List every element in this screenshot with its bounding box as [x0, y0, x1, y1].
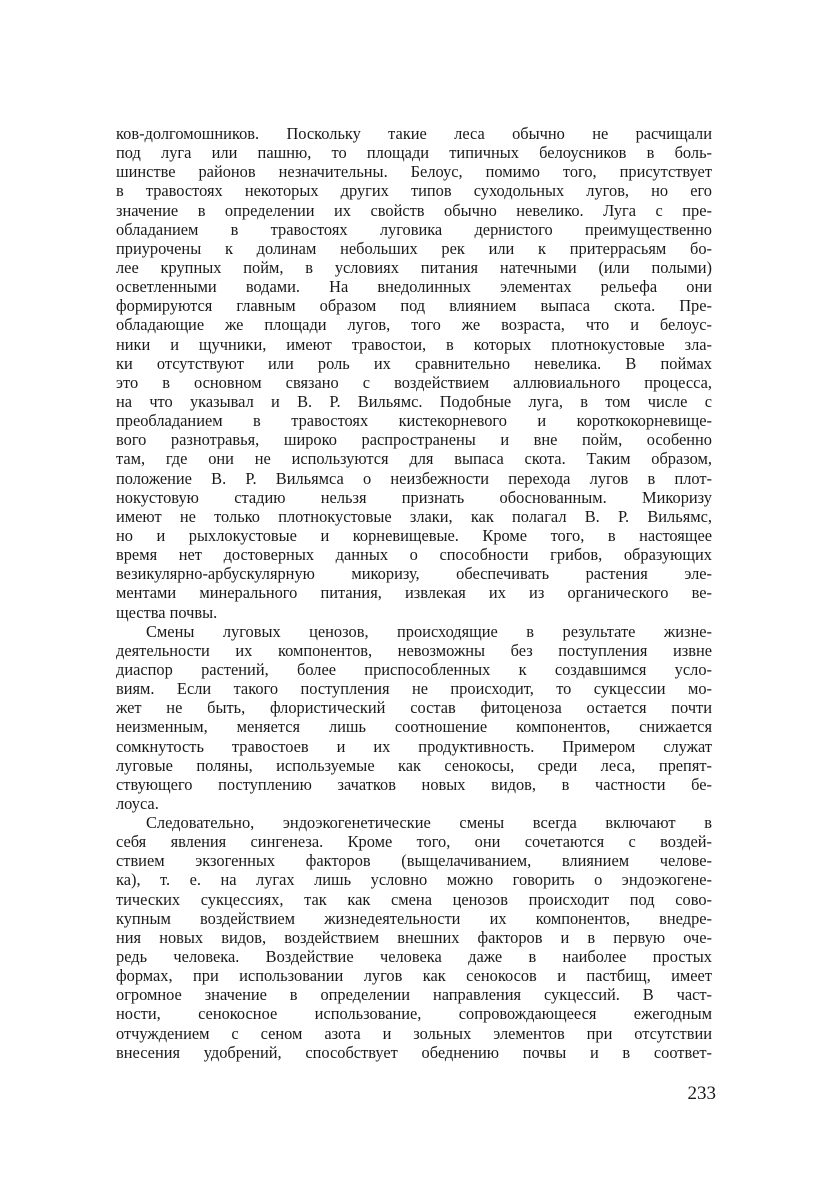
- text-line: деятельности их компонентов, невозможны без поступления извне: [116, 640, 712, 660]
- text-line: купным воздействием жизнедеятельности их компонентов, внедре-: [116, 908, 712, 928]
- text-line: жет не быть, флористический состав фитоценоза остается почти: [116, 698, 712, 718]
- text-line: ки отсутствуют или роль их сравнительно невелика. В поймах: [116, 353, 712, 373]
- text-line: это в основном связано с воздействием аллювиального процесса,: [116, 372, 712, 392]
- text-line: щества почвы.: [116, 602, 218, 622]
- text-line: приурочены к долинам небольших рек или к притеррасьям бо-: [116, 238, 712, 258]
- page-number: 233: [687, 1083, 716, 1104]
- text-line: ментами минерального питания, извлекая их из органического ве-: [116, 583, 712, 603]
- text-line: виям. Если такого поступления не происходит, то сукцессии мо-: [116, 679, 712, 699]
- text-line: под луга или пашню, то площади типичных белоусников в боль-: [116, 143, 712, 163]
- text-line: ствующего поступлению зачатков новых видов, в частности бе-: [116, 774, 712, 794]
- text-line: неизменным, меняется лишь соотношение компонентов, снижается: [116, 717, 712, 737]
- text-line: внесения удобрений, способствует обеднению почвы и в соответ-: [116, 1042, 712, 1062]
- text-line: ков-долгомошников. Поскольку такие леса обычно не расчищали: [116, 124, 712, 143]
- text-line: везикулярно-арбускулярную микоризу, обеспечивать растения эле-: [116, 564, 712, 584]
- text-line: вого разнотравья, широко распространены и вне пойм, особенно: [116, 430, 712, 450]
- text-line: сомкнутость травостоев и их продуктивность. Примером служат: [116, 736, 712, 756]
- paragraph-1: [116, 124, 712, 622]
- text-line: редь человека. Воздействие человека даже в наиболее простых: [116, 947, 712, 967]
- text-line: ники и щучники, имеют травостои, в которых плотнокустовые зла-: [116, 334, 712, 354]
- text-line: положение В. Р. Вильямса о неизбежности перехода лугов в плот-: [116, 468, 712, 488]
- text-line: себя явления сингенеза. Кроме того, они сочетаются с воздей-: [116, 832, 712, 852]
- text-line: имеют не только плотнокустовые злаки, как полагал В. Р. Вильямс,: [116, 506, 712, 526]
- text-line: формируются главным образом под влиянием выпаса скота. Пре-: [116, 296, 712, 316]
- paragraph-2: [116, 622, 712, 813]
- text-line: огромное значение в определении направления сукцессий. В част-: [116, 985, 712, 1005]
- text-line: лоуса.: [116, 793, 159, 813]
- text-line: преобладанием в травостоях кистекорневого и короткокорневище-: [116, 411, 712, 431]
- text-line: обладающие же площади лугов, того же возраста, что и белоус-: [116, 315, 712, 335]
- text-line: но и рыхлокустовые и корневищевые. Кроме того, в настоящее: [116, 525, 712, 545]
- text-line: на что указывал и В. Р. Вильямс. Подобные луга, в том числе с: [116, 391, 712, 411]
- text-line: отчуждением с сеном азота и зольных элементов при отсутствии: [116, 1023, 712, 1043]
- text-line: формах, при использовании лугов как сенокосов и пастбищ, имеет: [116, 966, 712, 986]
- text-line: осветленными водами. На внедолинных элементах рельефа они: [116, 277, 712, 297]
- text-line: обладанием в травостоях луговика дернистого преимущественно: [116, 219, 712, 239]
- text-line: луговые поляны, используемые как сенокосы, среди леса, препят-: [116, 755, 712, 775]
- text-line: в травостоях некоторых других типов суходольных лугов, но его: [116, 181, 712, 201]
- text-line: Следовательно, эндоэкогенетические смены всегда включают в: [146, 813, 712, 833]
- text-line: ния новых видов, воздействием внешних факторов и в первую оче-: [116, 927, 712, 947]
- text-line: ствием экзогенных факторов (выщелачиванием, влиянием челове-: [116, 851, 712, 871]
- text-line: диаспор растений, более приспособленных к создавшимся усло-: [116, 659, 712, 679]
- text-line: шинстве районов незначительны. Белоус, помимо того, присутствует: [116, 162, 712, 182]
- text-line: нокустовую стадию нельзя признать обоснованным. Микоризу: [116, 487, 712, 507]
- page-body: [116, 124, 712, 1062]
- text-line: время нет достоверных данных о способности грибов, образующих: [116, 545, 712, 565]
- text-line: лее крупных пойм, в условиях питания натечными (или полыми): [116, 257, 712, 277]
- text-line: значение в определении их свойств обычно невелико. Луга с пре-: [116, 200, 712, 220]
- text-line: Смены луговых ценозов, происходящие в результате жизне-: [146, 621, 712, 641]
- paragraph-3: [116, 813, 712, 1062]
- text-line: там, где они не используются для выпаса скота. Таким образом,: [116, 449, 712, 469]
- text-line: ка), т. е. на лугах лишь условно можно говорить о эндоэкогене-: [116, 870, 712, 890]
- text-line: тических сукцессиях, так как смена ценозов происходит под сово-: [116, 889, 712, 909]
- text-line: ности, сенокосное использование, сопровождающееся ежегодным: [116, 1004, 712, 1024]
